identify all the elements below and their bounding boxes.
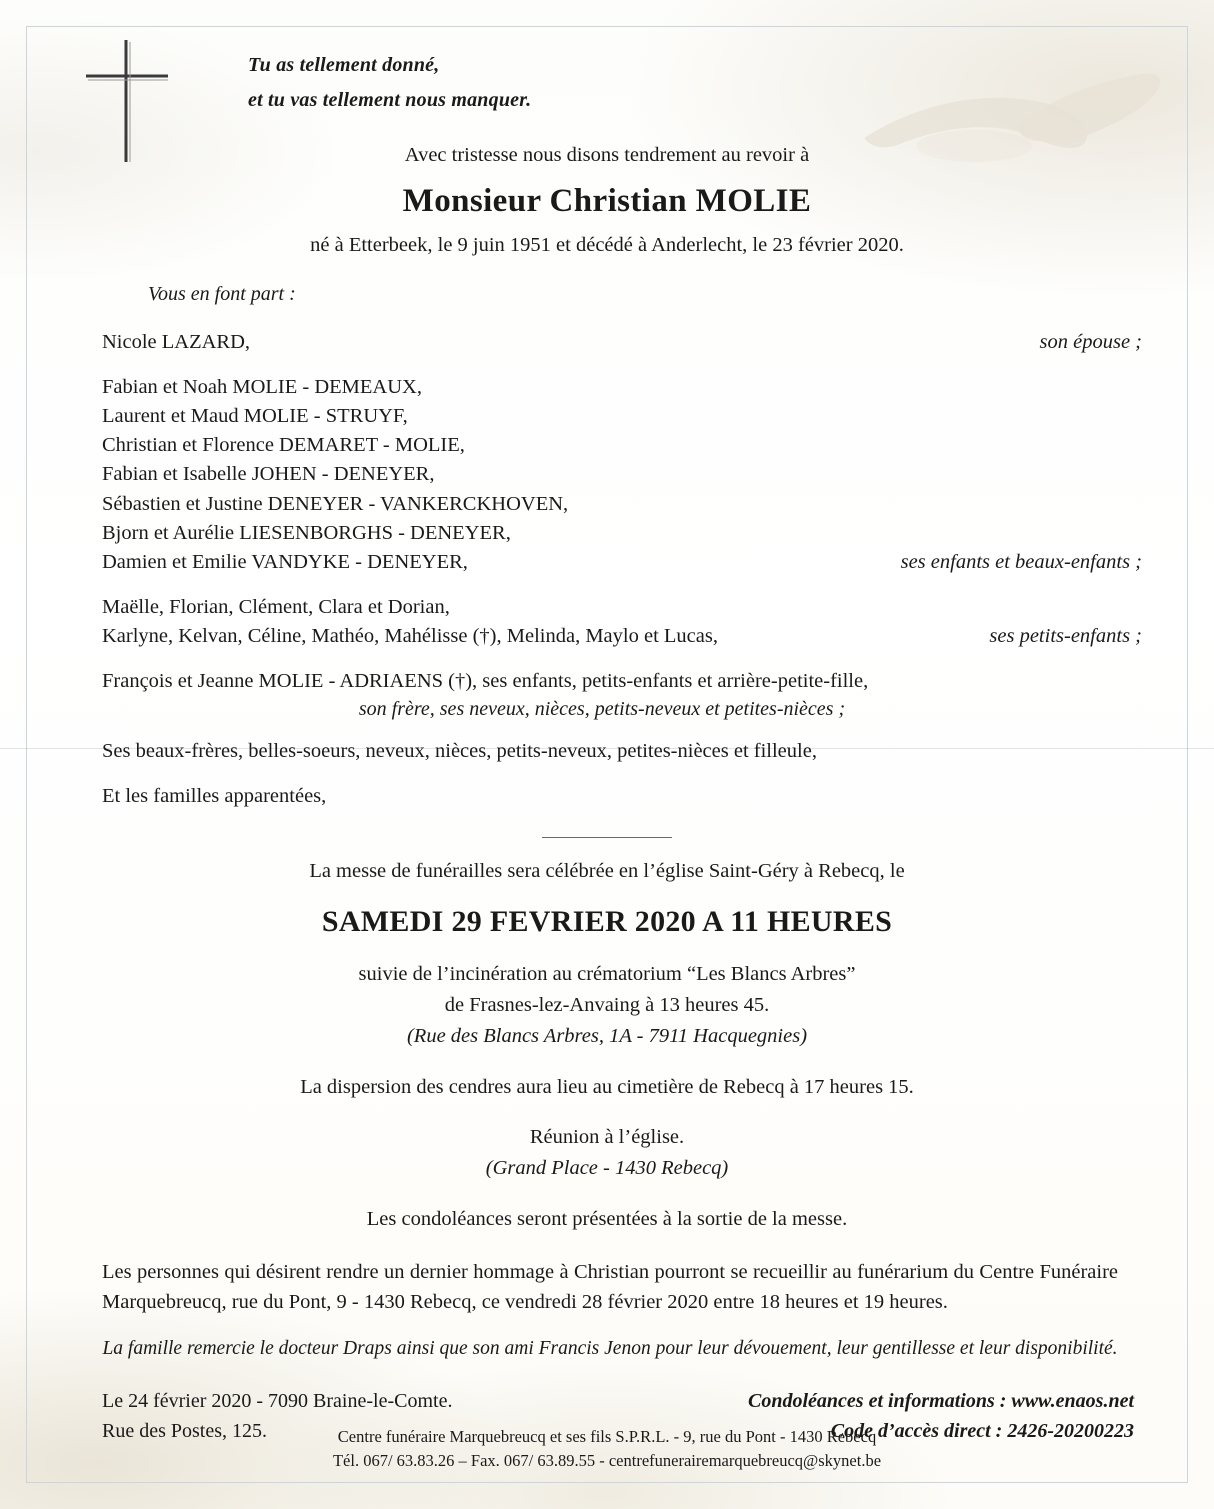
family-names: Sébastien et Justine DENEYER - VANKERCKHOVEN,: [102, 492, 569, 515]
brother-relation: son frère, ses neveux, nièces, petits-neveux et petites-nièces ;: [358, 698, 846, 721]
family-row-spouse: [68, 328, 1146, 357]
section-divider: [542, 837, 672, 838]
family-names: Nicole LAZARD,: [102, 331, 251, 353]
ceremony-date: SAMEDI 29 FEVRIER 2020 A 11 HEURES: [321, 905, 893, 939]
brother-line: François et Jeanne MOLIE - ADRIAENS (†), ses enfants, petits-enfants et arrière-petite-fille,: [102, 670, 869, 693]
family-names: Bjorn et Aurélie LIESENBORGHS - DENEYER,: [102, 521, 511, 544]
family-row: [68, 460, 1146, 489]
family-row-children: [68, 548, 1146, 577]
thanks-paragraph: La famille remercie le docteur Draps ainsi que son ami Francis Jenon pour leur dévouement, leur gentillesse et leur disponibilité.: [102, 1338, 1118, 1360]
funeral-home-address: Centre funéraire Marquebreucq et ses fils S.P.R.L. - 9, rue du Pont - 1430 Rebecq: [337, 1427, 877, 1447]
condolences-website[interactable]: Condoléances et informations : www.enaos.net: [748, 1390, 1134, 1413]
intro-text: Avec tristesse nous disons tendrement au revoir à: [404, 144, 810, 166]
family-row: [68, 402, 1146, 431]
family-relation: ses petits-enfants ;: [989, 624, 1142, 647]
family-names: Fabian et Isabelle JOHEN - DENEYER,: [102, 463, 435, 486]
family-row: [68, 593, 1146, 622]
family-names: Fabian et Noah MOLIE - DEMEAUX,: [102, 376, 422, 399]
family-names: Maëlle, Florian, Clément, Clara et Dorian,: [102, 595, 450, 618]
family-relation: son épouse ;: [1039, 331, 1142, 353]
quote-line-2: et tu vas tellement nous manquer.: [248, 89, 532, 111]
mass-intro: La messe de funérailles sera célébrée en l’église Saint-Géry à Rebecq, le: [309, 860, 905, 883]
condolences-line: Les condoléances seront présentées à la sortie de la messe.: [366, 1207, 848, 1230]
funeral-home-note: [0, 1425, 1214, 1473]
cremation-address: (Rue des Blancs Arbres, 1A - 7911 Hacquegnies): [406, 1024, 808, 1047]
family-row: [68, 490, 1146, 519]
family-row: [68, 373, 1146, 402]
spacer: [68, 577, 1146, 593]
family-relation: ses enfants et beaux-enfants ;: [900, 550, 1142, 573]
announce-label: Vous en font part :: [148, 283, 296, 305]
cremation-line-2: de Frasnes-lez-Anvaing à 13 heures 45.: [444, 994, 770, 1017]
family-names: Damien et Emilie VANDYKE - DENEYER,: [102, 550, 468, 573]
opening-quote: [248, 48, 1146, 118]
footer-street: Rue des Postes, 125.: [102, 1420, 267, 1443]
dispersion-line: La dispersion des cendres aura lieu au cimetière de Rebecq à 17 heures 15.: [300, 1075, 914, 1098]
quote-line-1: Tu as tellement donné,: [248, 54, 440, 76]
reunion-line: Réunion à l’église.: [529, 1126, 685, 1149]
footer-date-city: Le 24 février 2020 - 7090 Braine-le-Comte.: [102, 1390, 453, 1413]
related-families-line: Et les familles apparentées,: [102, 785, 327, 808]
family-row: [68, 519, 1146, 548]
cremation-info: [68, 959, 1146, 1051]
access-code: Code d’accès direct : 2426-20200223: [830, 1420, 1134, 1443]
family-row-grandchildren: [68, 622, 1146, 651]
funeral-home-contact: Tél. 067/ 63.83.26 – Fax. 067/ 63.89.55 - centrefunerairemarquebreucq@skynet.be: [332, 1451, 882, 1471]
deceased-name: Monsieur Christian MOLIE: [402, 183, 812, 219]
spacer: [68, 766, 1146, 782]
family-list: [68, 328, 1146, 811]
cremation-line-1: suivie de l’incinération au crématorium “Les Blancs Arbres”: [358, 963, 856, 986]
family-names: Laurent et Maud MOLIE - STRUYF,: [102, 405, 408, 428]
spacer: [68, 651, 1146, 667]
spacer: [68, 357, 1146, 373]
visitation-paragraph: Les personnes qui désirent rendre un dernier hommage à Christian pourront se recueillir au funérarium du Centre Funéraire Marquebreucq, rue du Pont, 9 - 1430 Rebecq, ce vendredi 28 février 2020 entre 18 heures et 19 heures.: [102, 1260, 1118, 1314]
inlaws-line: Ses beaux-frères, belles-soeurs, neveux, nièces, petits-neveux, petites-nièces et filleule,: [102, 740, 817, 763]
family-names: Christian et Florence DEMARET - MOLIE,: [102, 434, 465, 457]
family-row: [68, 431, 1146, 460]
birth-death-line: né à Etterbeek, le 9 juin 1951 et décédé à Anderlecht, le 23 février 2020.: [310, 234, 904, 256]
spacer: [68, 721, 1146, 737]
family-names: Karlyne, Kelvan, Céline, Mathéo, Mahélisse (†), Melinda, Maylo et Lucas,: [102, 624, 718, 647]
reunion-address: (Grand Place - 1430 Rebecq): [485, 1157, 729, 1180]
reunion-block: [68, 1122, 1146, 1184]
